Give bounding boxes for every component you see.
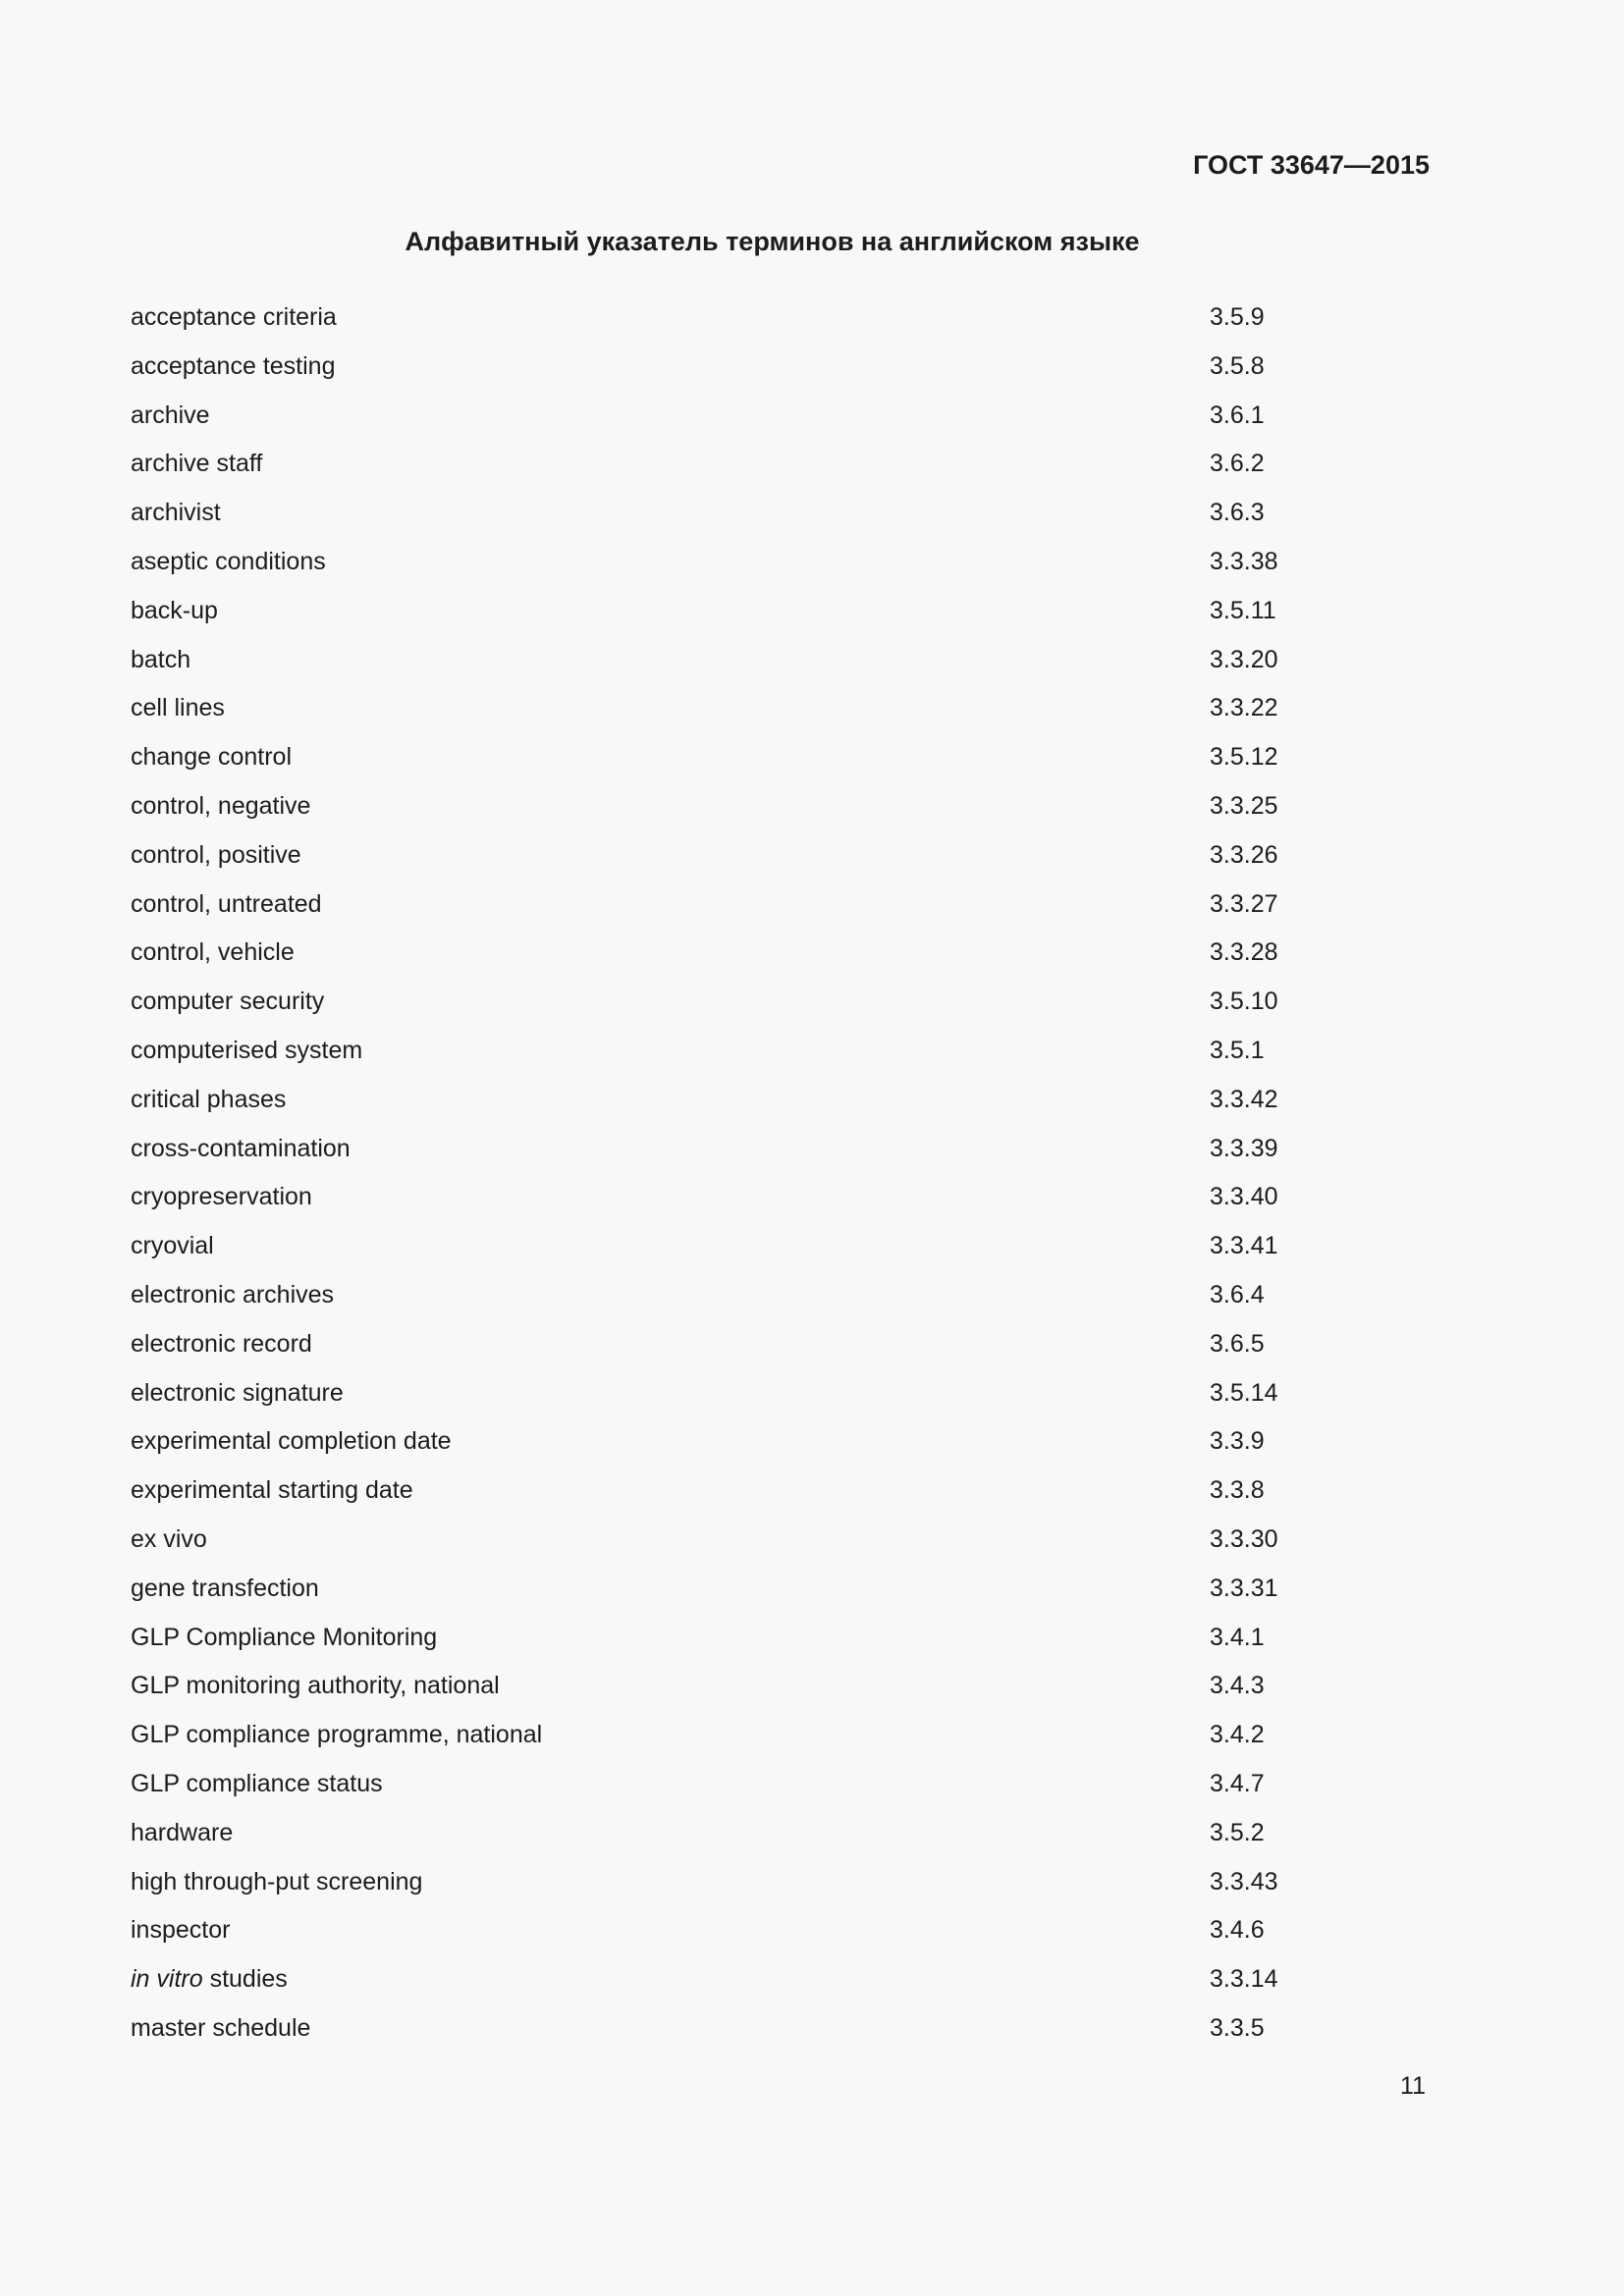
index-title: Алфавитный указатель терминов на английском языке	[405, 227, 1140, 256]
index-ref: 3.3.25	[1210, 791, 1278, 820]
index-term: GLP compliance status	[131, 1769, 383, 1797]
index-term: GLP monitoring authority, national	[131, 1672, 500, 1700]
index-term: electronic archives	[131, 1280, 335, 1308]
index-term: archive staff	[131, 450, 263, 478]
index-term: cross-contamination	[131, 1134, 351, 1162]
index-term-italic: in vitro	[131, 1965, 203, 1994]
index-term: high through-put screening	[131, 1867, 423, 1896]
index-entry	[131, 1177, 1358, 1226]
index-ref: 3.5.2	[1210, 1818, 1265, 1846]
index-ref: 3.3.30	[1210, 1524, 1278, 1553]
index-term: electronic record	[131, 1329, 312, 1358]
index-term: change control	[131, 743, 293, 772]
index-term: master schedule	[131, 2013, 311, 2042]
index-entry	[131, 1910, 1358, 1959]
index-entry	[131, 1031, 1358, 1080]
index-entry	[131, 1959, 1358, 2008]
index-entry	[131, 1618, 1358, 1667]
index-term: computerised system	[131, 1036, 363, 1064]
index-ref: 3.5.1	[1210, 1036, 1265, 1064]
index-entry	[131, 640, 1358, 689]
index-entry	[131, 688, 1358, 737]
index-ref: 3.3.8	[1210, 1476, 1265, 1505]
index-ref: 3.4.3	[1210, 1672, 1265, 1700]
index-term: ex vivo	[131, 1524, 207, 1553]
index-term: aseptic conditions	[131, 547, 326, 575]
index-term: archive	[131, 400, 210, 429]
index-ref: 3.5.10	[1210, 988, 1278, 1016]
index-ref: 3.3.28	[1210, 938, 1278, 967]
index-term: control, negative	[131, 791, 311, 820]
index-entry	[131, 542, 1358, 591]
index-entry	[131, 1129, 1358, 1178]
index-term: electronic signature	[131, 1378, 344, 1407]
index-ref: 3.3.14	[1210, 1965, 1278, 1994]
index-entry	[131, 347, 1358, 396]
index-term: acceptance testing	[131, 351, 336, 380]
index-entry	[131, 933, 1358, 982]
index-entry	[131, 1666, 1358, 1715]
index-ref: 3.5.8	[1210, 351, 1265, 380]
index-term: computer security	[131, 988, 325, 1016]
index-term: cryopreservation	[131, 1183, 312, 1211]
index-entry	[131, 1275, 1358, 1324]
index-term-rest: studies	[202, 1965, 288, 1994]
index-term: control, vehicle	[131, 938, 295, 967]
index-ref: 3.3.20	[1210, 645, 1278, 673]
index-ref: 3.6.3	[1210, 499, 1265, 527]
index-ref: 3.3.31	[1210, 1574, 1278, 1602]
index-ref: 3.5.11	[1210, 596, 1276, 624]
index-term: inspector	[131, 1916, 231, 1945]
index-entry	[131, 396, 1358, 445]
index-entry	[131, 982, 1358, 1031]
index-term: back-up	[131, 596, 218, 624]
index-entry	[131, 1470, 1358, 1520]
index-ref: 3.3.43	[1210, 1867, 1278, 1896]
index-entry	[131, 1421, 1358, 1470]
index-term: batch	[131, 645, 191, 673]
index-term: GLP Compliance Monitoring	[131, 1623, 438, 1651]
index-term: control, untreated	[131, 889, 322, 918]
index-ref: 3.6.1	[1210, 400, 1265, 429]
index-ref: 3.4.7	[1210, 1769, 1265, 1797]
index-term: hardware	[131, 1818, 234, 1846]
index-term: cell lines	[131, 694, 225, 722]
index-term: experimental completion date	[131, 1427, 452, 1456]
index-entry	[131, 591, 1358, 640]
index-ref: 3.3.26	[1210, 840, 1278, 869]
index-ref: 3.4.6	[1210, 1916, 1265, 1945]
index-ref: 3.6.4	[1210, 1280, 1265, 1308]
index-entry	[131, 1324, 1358, 1373]
index-entry	[131, 786, 1358, 835]
index-term: GLP compliance programme, national	[131, 1721, 543, 1749]
index-ref: 3.3.39	[1210, 1134, 1278, 1162]
index-entry	[131, 1813, 1358, 1862]
index-term: critical phases	[131, 1085, 287, 1113]
index-ref: 3.4.2	[1210, 1721, 1265, 1749]
index-ref: 3.3.22	[1210, 694, 1278, 722]
index-term: cryovial	[131, 1232, 214, 1260]
index-ref: 3.5.9	[1210, 303, 1265, 331]
index-ref: 3.5.12	[1210, 743, 1278, 772]
index-ref: 3.6.5	[1210, 1329, 1265, 1358]
page-number: 11	[1400, 2072, 1426, 2100]
index-entry	[131, 1764, 1358, 1813]
index-ref: 3.3.41	[1210, 1232, 1278, 1260]
index-term	[131, 1959, 288, 1999]
index-ref: 3.3.27	[1210, 889, 1278, 918]
index-entry	[131, 884, 1358, 934]
index-ref: 3.4.1	[1210, 1623, 1265, 1651]
index-ref: 3.6.2	[1210, 450, 1265, 478]
index-entry	[131, 737, 1358, 786]
index-list	[131, 297, 1358, 2057]
index-ref: 3.3.40	[1210, 1183, 1278, 1211]
index-term: acceptance criteria	[131, 303, 337, 331]
index-entry	[131, 1862, 1358, 1911]
index-term: control, positive	[131, 840, 301, 869]
index-entry	[131, 835, 1358, 884]
index-ref: 3.3.38	[1210, 547, 1278, 575]
index-entry	[131, 1715, 1358, 1764]
index-ref: 3.3.9	[1210, 1427, 1265, 1456]
index-ref: 3.3.5	[1210, 2013, 1265, 2042]
index-entry	[131, 2008, 1358, 2057]
index-entry	[131, 1080, 1358, 1129]
index-entry	[131, 444, 1358, 493]
index-entry	[131, 1226, 1358, 1275]
index-term: gene transfection	[131, 1574, 319, 1602]
index-entry	[131, 1569, 1358, 1618]
index-term: experimental starting date	[131, 1476, 413, 1505]
index-ref: 3.5.14	[1210, 1378, 1278, 1407]
index-term: archivist	[131, 499, 221, 527]
index-entry	[131, 297, 1358, 347]
document-code: ГОСТ 33647—2015	[1193, 150, 1430, 180]
index-entry	[131, 1373, 1358, 1422]
index-entry	[131, 1520, 1358, 1569]
index-ref: 3.3.42	[1210, 1085, 1278, 1113]
index-entry	[131, 493, 1358, 542]
